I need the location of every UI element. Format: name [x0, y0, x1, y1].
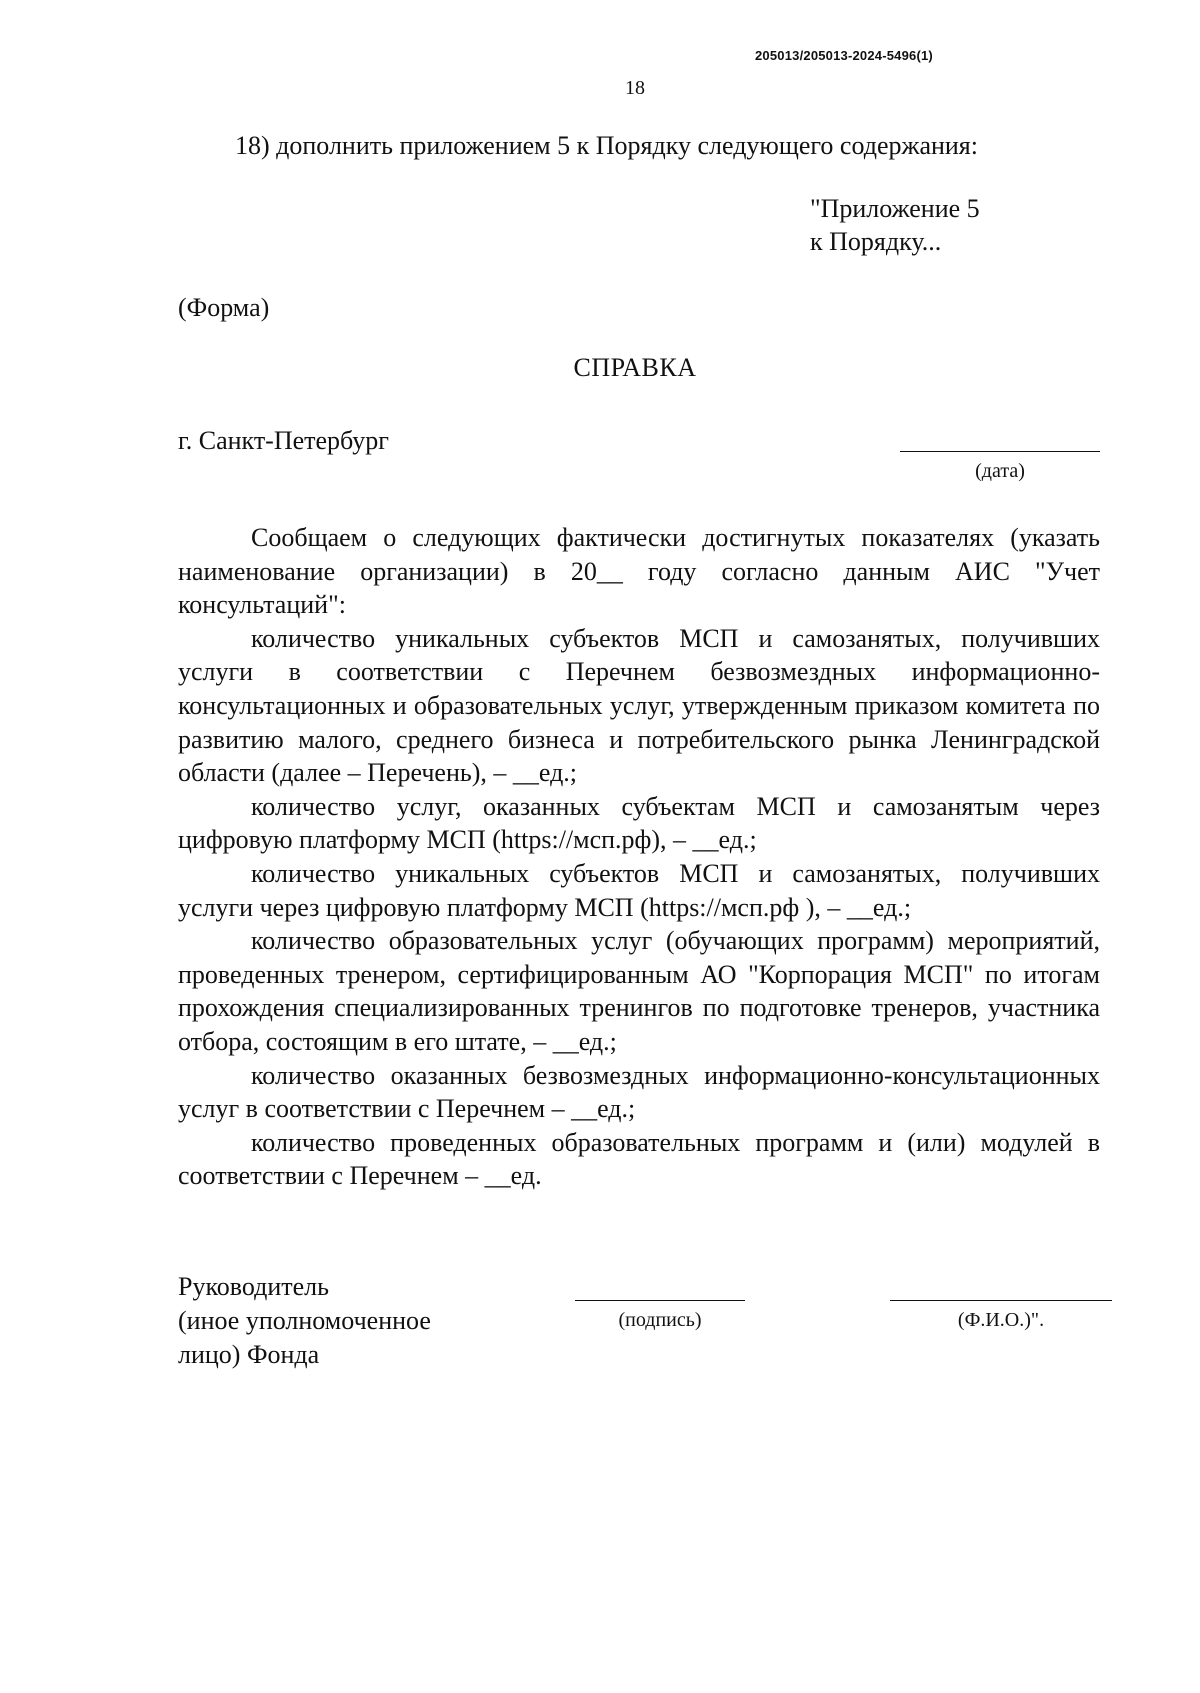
date-blank-line [900, 451, 1100, 452]
name-blank-line [890, 1300, 1112, 1301]
signature-blank-line [575, 1300, 745, 1301]
signer-line-2: (иное уполномоченное [178, 1306, 431, 1335]
intro-line: 18) дополнить приложением 5 к Порядку следующего содержания: [235, 131, 978, 160]
date-caption: (дата) [975, 460, 1025, 482]
appendix-line-1: "Приложение 5 [810, 194, 980, 223]
document-title: СПРАВКА [573, 353, 697, 382]
paragraph-item: количество проведенных образовательных программ и (или) модулей в соответствии с Перечнем – __ед. [178, 1127, 1100, 1191]
signer-line-3: лицо) Фонда [178, 1340, 320, 1369]
body-text [178, 521, 1100, 1193]
paragraph-intro: Сообщаем о следующих фактически достигнутых показателях (указать наименование организации) в 20__ году согласно данным АИС "Учет консультаций": [178, 523, 1100, 620]
paragraph-item: количество уникальных субъектов МСП и самозанятых, получивших услуги через цифровую платформу МСП (https://мсп.рф ), – __ед.; [178, 858, 1100, 922]
signer-block [178, 1270, 431, 1372]
appendix-line-2: к Порядку... [810, 227, 942, 256]
page-number: 18 [625, 77, 645, 99]
city-label: г. Санкт-Петербург [178, 426, 389, 455]
appendix-reference [810, 192, 980, 258]
paragraph-item: количество услуг, оказанных субъектам МСП и самозанятым через цифровую платформу МСП (https://мсп.рф), – __ед.; [178, 791, 1100, 855]
paragraph-item: количество образовательных услуг (обучающих программ) мероприятий, проведенных тренером, сертифицированным АО "Корпорация МСП" по итогам прохождения специализированных тренингов по подготовке тренеров, участника отбора, состоящим в его штате, – __ед.; [178, 926, 1100, 1056]
document-id: 205013/205013-2024-5496(1) [755, 48, 933, 63]
signer-line-1: Руководитель [178, 1272, 329, 1301]
paragraph-item: количество уникальных субъектов МСП и самозанятых, получивших услуги в соответствии с Перечнем безвозмездных информационно-консультационных и образовательных услуг, утвержденным приказом комитета по развитию малого, среднего бизнеса и потребительского рынка Ленинградской области (далее – Перечень), – __ед.; [178, 623, 1100, 788]
signature-caption: (подпись) [618, 1309, 702, 1331]
form-label: (Форма) [178, 293, 270, 322]
name-caption: (Ф.И.О.)". [957, 1309, 1045, 1331]
paragraph-item: количество оказанных безвозмездных информационно-консультационных услуг в соответствии с Перечнем – __ед.; [178, 1060, 1100, 1124]
